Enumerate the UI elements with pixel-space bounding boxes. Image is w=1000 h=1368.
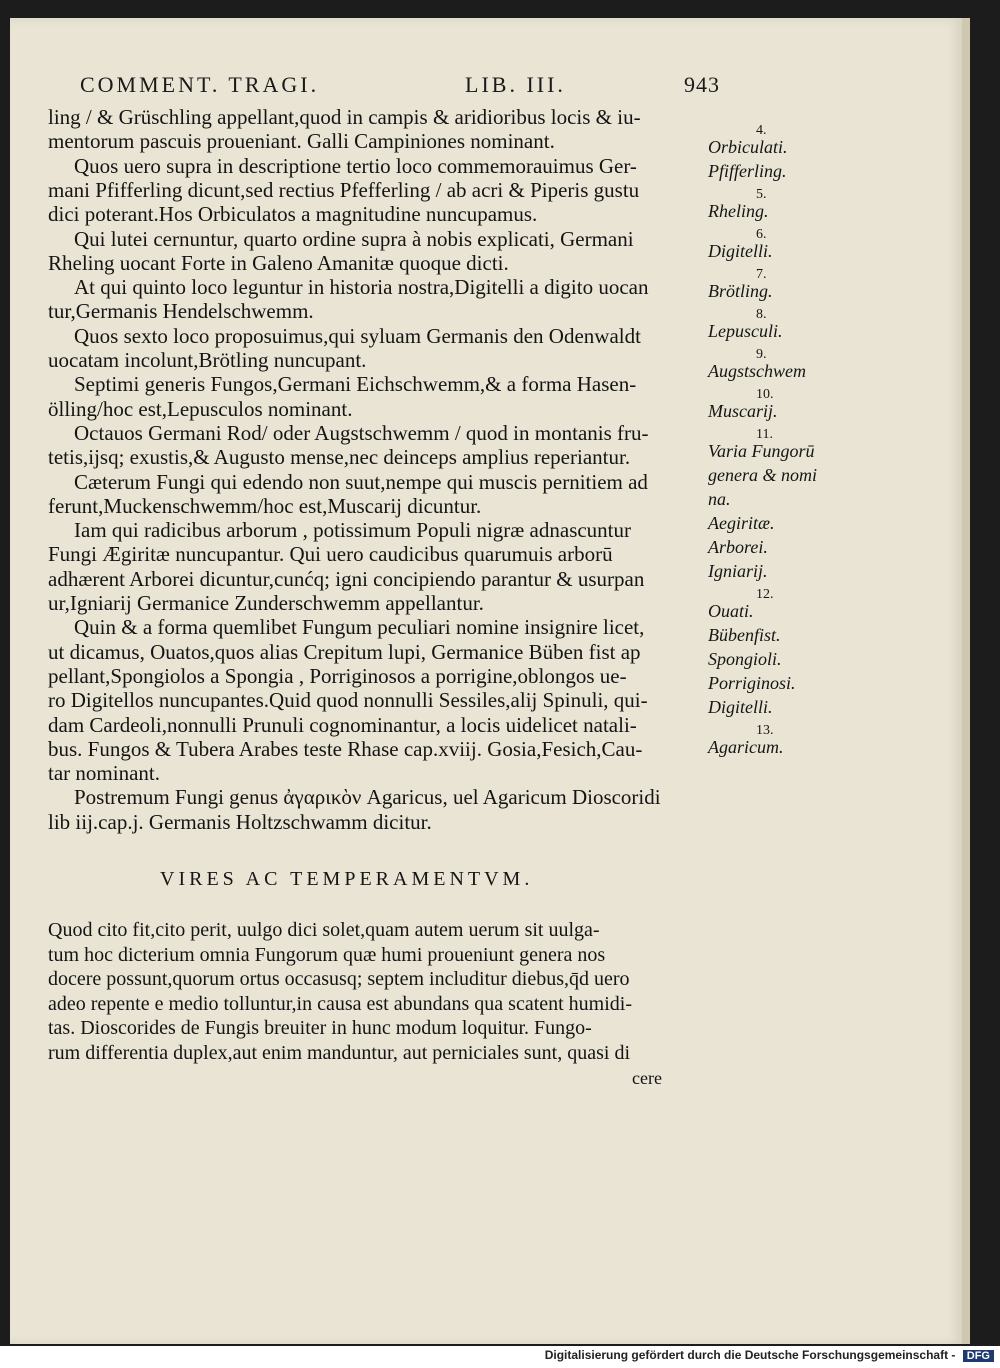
text-line: Octauos Germani Rod/ oder Augstschwemm / quod in montanis fru- [74,420,649,445]
margin-note: Ouati. [708,601,754,621]
margin-note: Bübenfist. [708,625,781,645]
margin-number: 7. [756,267,767,282]
margin-note: Augstschwem [708,361,806,381]
catchword: cere [632,1068,662,1088]
section-line: Quod cito fit,cito perit, uulgo dici solet,quam autem uerum sit uulga- [48,919,600,941]
text-line: ferunt,Muckenschwemm/hoc est,Muscarij dicuntur. [48,493,482,518]
margin-note: genera & nomi [708,465,817,485]
text-line: uocatam incolunt,Brötling nuncupant. [48,348,367,372]
footer-text: Digitalisierung gefördert durch die Deutsche Forschungsgemeinschaft - [544,1348,956,1362]
text-line: Quos sexto loco proposuimus,qui syluam Germanis den Odenwaldt [74,323,641,348]
text-line: dam Cardeoli,nonnulli Prunuli cognominantur, a locis uidelicet natali- [48,712,637,737]
section-line: tas. Dioscorides de Fungis breuiter in hunc modum loquitur. Fungo- [48,1017,592,1039]
margin-note: Digitelli. [708,697,773,717]
section-line: docere possunt,quorum ortus occasusq; septem includitur diebus,q̄d uero [48,968,630,990]
text-line: ölling/hoc est,Lepusculos nominant. [48,396,353,421]
section-title: VIRES AC TEMPERAMENTVM. [160,868,534,890]
dfg-logo: DFG [963,1350,994,1362]
margin-number: 8. [756,307,767,322]
text-line: Fungi Ægiritæ nuncupantur. Qui uero caudicibus quarumuis arborū [48,542,613,567]
text-line: Qui lutei cernuntur, quarto ordine supra à nobis explicati, Germani [74,226,634,251]
text-line: ut dicamus, Ouatos,quos alias Crepitum lupi, Germanice Büben fist ap [48,639,641,664]
margin-note: Porriginosi. [708,673,796,693]
text-line: tetis,ijsq; exustis,& Augusto mense,nec deinceps amplius reperiantur. [48,445,631,470]
margin-number: 10. [756,387,774,402]
text-line: Quin & a forma quemlibet Fungum peculiari nomine insignire licet, [74,615,645,640]
margin-number: 11. [756,427,773,442]
text-line: mani Pfifferling dicunt,sed rectius Pfefferling / ab acri & Piperis gustu [48,177,640,202]
margin-note: Aegiritæ. [708,513,775,533]
text-line: At qui quinto loco leguntur in historia nostra,Digitelli a digito uocan [74,275,649,300]
margin-note: Orbiculati. [708,137,788,157]
margin-note: Arborei. [708,537,768,557]
text-line: tur,Germanis Hendelschwemm. [48,299,314,324]
text-line: Cæterum Fungi qui edendo non suut,nempe qui muscis pernitiem ad [74,469,648,494]
margin-note: Igniarij. [708,561,768,581]
running-header [80,72,720,102]
page-number: 943 [684,72,720,97]
footer [545,1348,994,1362]
text-line: pellant,Spongiolos a Spongia , Porriginosos a porrigine,oblongos ue- [48,663,627,688]
text-line: tar nominant. [48,761,160,786]
text-line: Iam qui radicibus arborum , potissimum Populi nigræ adnascuntur [74,518,632,543]
section-line: rum differentia duplex,aut enim manduntur, aut perniciales sunt, quasi di [48,1041,631,1064]
text-line: adhærent Arborei dicuntur,cunćq; igni concipiendo parantur & usurpan [48,566,645,591]
margin-number: 13. [756,723,774,738]
margin-number: 5. [756,187,767,202]
margin-note: na. [708,489,731,509]
text-line: ling / & Grüschling appellant,quod in campis & aridioribus locis & iu- [48,105,641,129]
text-line: ro Digitellos nuncupantes.Quid quod nonnulli Sessiles,alij Spinuli, qui- [48,688,648,713]
margin-note: Rheling. [708,201,769,221]
text-line: lib iij.cap.j. Germanis Holtzschwamm dicitur. [48,809,432,834]
text-line: ur,Igniarij Germanice Zunderschwemm appellantur. [48,591,484,615]
text-line: Postremum Fungi genus ἀγαρικὸν Agaricus, uel Agaricum Dioscoridi [74,785,661,810]
margin-number: 12. [756,587,774,602]
margin-note: Lepusculi. [708,321,783,341]
margin-number: 4. [756,123,767,138]
text-line: Septimi generis Fungos,Germani Eichschwemm,& a forma Hasen- [74,372,637,397]
text-line: bus. Fungos & Tubera Arabes teste Rhase cap.xviij. Gosia,Fesich,Cau- [48,736,643,761]
header-book: LIB. III. [465,72,566,97]
margin-note: Spongioli. [708,649,782,669]
section-line: adeo repente e medio tolluntur,in causa est abundans qua scatent humidi- [48,992,633,1015]
margin-note: Digitelli. [708,241,773,261]
margin-note: Muscarij. [708,401,778,421]
margin-number: 6. [756,227,767,242]
margin-note: Brötling. [708,281,773,301]
text-line: mentorum pascuis proueniant. Galli Campiniones nominant. [48,129,555,154]
margin-note: Pfifferling. [708,161,787,181]
margin-note: Varia Fungorū [708,441,815,461]
text-line: Rheling uocant Forte in Galeno Amanitæ quoque dicti. [48,250,509,275]
section-line: tum hoc dicterium omnia Fungorum quæ humi proueniunt genera nos [48,943,606,966]
footer-strip [0,1346,1000,1368]
margin-note: Agaricum. [708,737,784,757]
header-title: COMMENT. TRAGI. [80,72,320,97]
text-line: dici poterant.Hos Orbiculatos a magnitudine nuncupamus. [48,202,538,227]
text-line: Quos uero supra in descriptione tertio loco commemorauimus Ger- [74,153,637,178]
margin-number: 9. [756,347,767,362]
